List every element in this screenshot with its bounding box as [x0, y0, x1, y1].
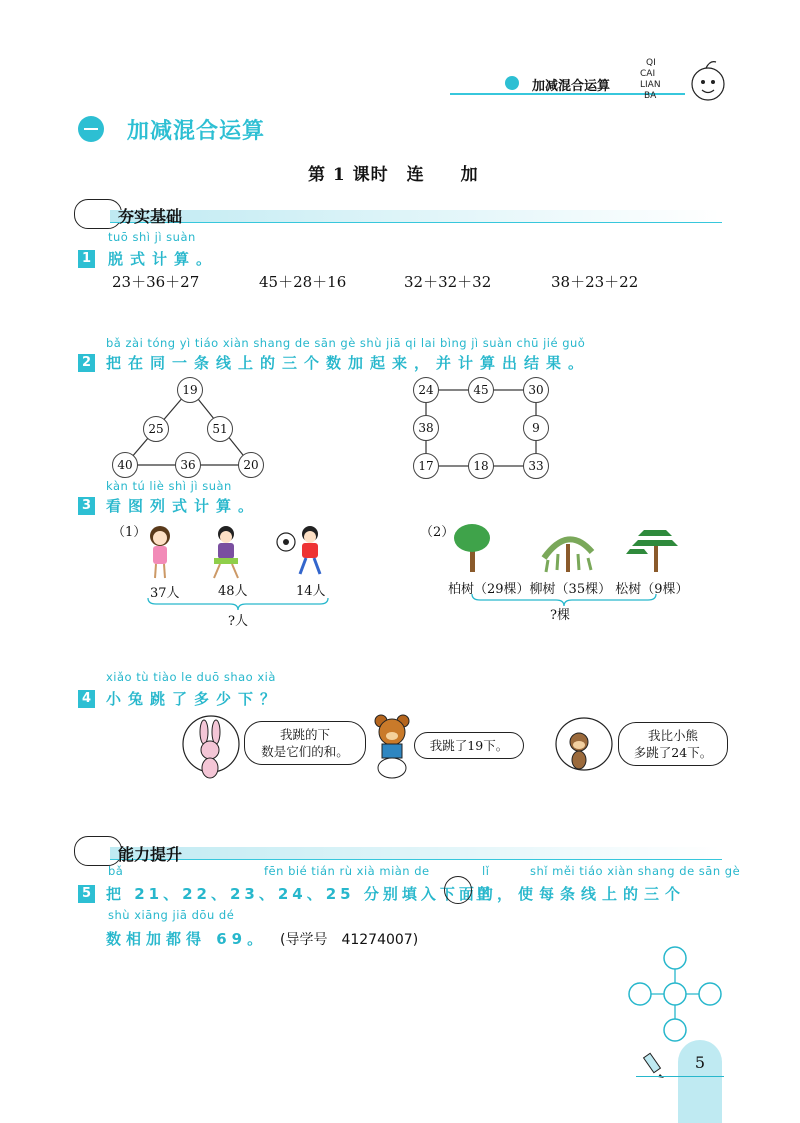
q3-count-3: 14人	[296, 584, 326, 599]
section-band	[110, 210, 720, 222]
q1-expression-3: 32＋32＋32	[404, 273, 492, 291]
q2-number: 2	[78, 354, 95, 372]
q3-part2-question: ?棵	[550, 608, 570, 623]
q5-pinyin-a: bǎ	[108, 864, 124, 878]
monkey-speech-line1: 我比小熊	[647, 728, 698, 743]
monkey-speech-line2: 多跳了24下。	[633, 745, 713, 760]
section-band-2	[110, 847, 720, 859]
q5-note: (导学号 41274007)	[280, 932, 419, 948]
trees-illustration	[448, 518, 688, 576]
soccer-boy-icon	[277, 526, 320, 574]
square-bottom-right-circle: 33	[523, 453, 549, 479]
lesson-title: 第 1 课时 连 加	[308, 165, 479, 185]
q1-number: 1	[78, 250, 95, 268]
dancing-girl-icon	[214, 526, 238, 578]
unit-bullet-icon	[78, 116, 104, 142]
logo-text-2: CAI	[640, 69, 656, 79]
q2-triangle-diagram	[105, 375, 275, 480]
q3-count-1: 37人	[150, 586, 180, 601]
rabbit-speech-bubble	[244, 721, 366, 765]
square-bottom-left-circle: 17	[413, 453, 439, 479]
cross-bottom-circle	[664, 1019, 686, 1041]
q1-expression-2: 45＋28＋16	[259, 273, 347, 291]
section-title-basic: 夯实基础	[118, 207, 183, 226]
cross-left-circle	[629, 983, 651, 1005]
bear-icon	[372, 712, 412, 782]
q2-text: 把在同一条线上的三个数加起来，并计算出结果。	[106, 354, 591, 372]
q1-pinyin: tuō shì jì suàn	[108, 230, 196, 244]
rabbit-icon	[180, 714, 242, 784]
logo-text-3: LIAN	[640, 80, 661, 90]
qicai-logo	[640, 58, 730, 108]
square-right-mid-circle: 9	[523, 415, 549, 441]
cypress-tree-icon	[454, 524, 490, 572]
section-title-advanced: 能力提升	[118, 845, 183, 864]
q3-pinyin: kàn tú liè shì jì suàn	[106, 479, 232, 493]
q1-expression-1: 23＋36＋27	[112, 273, 200, 291]
square-bottom-mid-circle: 18	[468, 453, 494, 479]
q5-pinyin2: shù xiāng jiā dōu dé	[108, 908, 235, 922]
bear-speech-bubble	[414, 732, 524, 759]
q4-number: 4	[78, 690, 95, 708]
triangle-bottom-right-circle: 20	[238, 452, 264, 478]
triangle-right-mid-circle: 51	[207, 416, 233, 442]
rabbit-speech-line2: 数是它们的和。	[261, 744, 349, 759]
q5-circle-cross	[624, 946, 726, 1042]
square-top-right-circle: 30	[523, 377, 549, 403]
section-rule-2	[110, 859, 722, 860]
unit-title: 加减混合运算	[127, 119, 266, 144]
triangle-bottom-mid-circle: 36	[175, 452, 201, 478]
square-top-mid-circle: 45	[468, 377, 494, 403]
page-number: 5	[694, 1053, 706, 1072]
logo-text-4: BA	[644, 91, 657, 101]
pine-tree-icon	[626, 530, 678, 572]
square-top-left-circle: 24	[413, 377, 439, 403]
q5-text-b: 里，使每条线上的三个	[476, 885, 687, 903]
page-number-rule	[636, 1076, 724, 1077]
rabbit-speech-line1: 我跳的下	[279, 727, 330, 742]
girl-icon	[150, 526, 170, 578]
header-bullet-icon	[505, 76, 519, 90]
willow-tree-icon	[544, 539, 592, 572]
q4-pinyin: xiǎo tù tiào le duō shao xià	[106, 670, 276, 684]
q5-blank-circle-icon	[444, 876, 472, 904]
bear-speech-text: 我跳了19下。	[429, 738, 509, 753]
q3-part1-label: （1）	[112, 525, 147, 540]
q5-text2: 数相加都得 69。	[106, 930, 268, 948]
q2-pinyin: bǎ zài tóng yì tiáo xiàn shang de sān gè shù jiā qi lai bìng jì suàn chū jié guǒ	[106, 336, 586, 350]
q3-part2-caption: 柏树（29棵）柳树（35棵） 松树（9棵）	[448, 582, 689, 597]
q5-pinyin-b: fēn bié tián rù xià miàn de	[264, 864, 430, 878]
q3-number: 3	[78, 497, 95, 515]
q1-text: 脱式计算。	[108, 250, 219, 268]
monkey-speech-bubble	[618, 722, 728, 766]
q2-square-diagram	[408, 376, 558, 480]
q5-pinyin-d: shǐ měi tiáo xiàn shang de sān gè	[530, 864, 741, 878]
square-left-mid-circle: 38	[413, 415, 439, 441]
q4-text: 小兔跳了多少下？	[106, 690, 283, 708]
cross-right-circle	[699, 983, 721, 1005]
triangle-left-mid-circle: 25	[143, 416, 169, 442]
q3-part2-label: （2）	[420, 525, 455, 540]
cross-center-circle	[664, 983, 686, 1005]
q5-pinyin-c: lǐ	[482, 864, 490, 878]
triangle-bottom-left-circle: 40	[112, 452, 138, 478]
cross-top-circle	[664, 947, 686, 969]
logo-text-1: QI	[646, 58, 656, 68]
q3-part1-question: ?人	[228, 614, 248, 629]
q3-count-2: 48人	[218, 584, 248, 599]
running-title: 加减混合运算	[532, 79, 611, 94]
q3-text: 看图列式计算。	[106, 497, 261, 515]
q5-number: 5	[78, 885, 95, 903]
q1-expression-4: 38＋23＋22	[551, 273, 639, 291]
monkey-icon	[553, 714, 615, 780]
children-illustration	[144, 522, 334, 582]
section-rule	[110, 222, 722, 223]
q5-text-a: 把 21、22、23、24、25 分别填入下面的	[106, 885, 497, 903]
triangle-top-circle: 19	[177, 377, 203, 403]
